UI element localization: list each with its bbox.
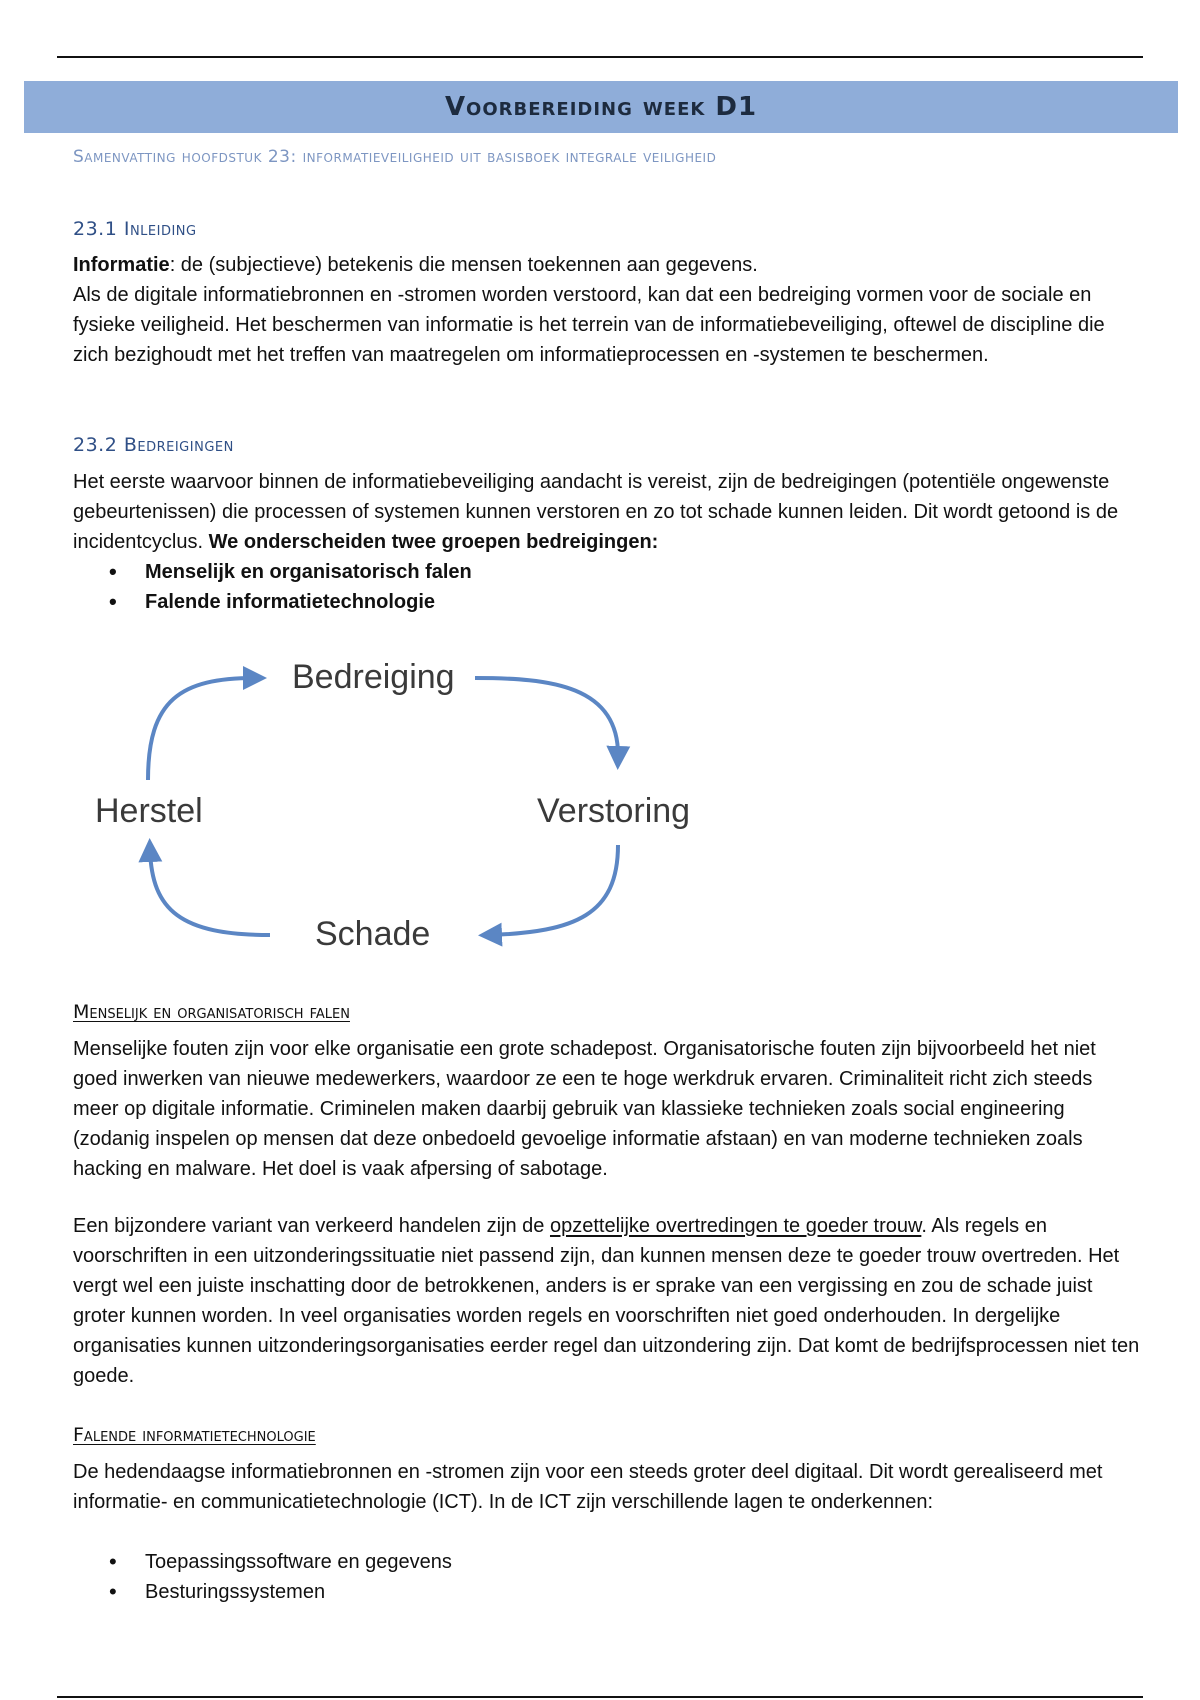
inleiding-body: Als de digitale informatiebronnen en -stromen worden verstoord, kan dat een bedreiging vormen voor de sociale en fysieke veiligheid. Het beschermen van informatie is het terrein van de informatiebeveiliging, oftewel de discipline die zich bezighoudt met het treffen van maatregelen om informatieprocessen en -systemen te beschermen. [73, 284, 1105, 366]
node-herstel: Herstel [95, 792, 203, 830]
document-title: Voorbereiding week D1 [444, 92, 758, 122]
top-rule [57, 56, 1143, 58]
arrow-schade-to-herstel [150, 850, 270, 935]
document-subtitle: Samenvatting hoofdstuk 23: informatieveiligheid uit basisboek integrale veiligheid [73, 147, 717, 167]
bedreigingen-list [73, 557, 472, 617]
paragraph-menselijk-falen-1: Menselijke fouten zijn voor elke organisatie een grote schadepost. Organisatorische fouten zijn bijvoorbeeld het niet goed inwerken van nieuwe medewerkers, waardoor ze een te hoge werkdruk ervaren. Criminaliteit richt zich steeds meer op digitale informatie. Criminelen maken daarbij gebruik van klassieke technieken zoals social engineering (zodanig inspelen op mensen dat deze onbedoeld gevoelige informatie afstaan) en van moderne technieken zoals hacking en malware. Het doel is vaak afpersing of sabotage. [73, 1038, 1096, 1180]
node-schade: Schade [315, 915, 431, 953]
list-item: • Besturingssystemen [145, 1577, 452, 1607]
heading-falende-ict: Falende informatietechnologie [73, 1424, 316, 1446]
arrow-bedreiging-to-verstoring [475, 678, 618, 758]
definition-informatie: : de (subjectieve) betekenis die mensen toekennen aan gegevens. [169, 254, 758, 276]
list-item: • Falende informatietechnologie [145, 587, 472, 617]
title-banner [24, 81, 1178, 133]
paragraph-bedreigingen [73, 467, 1143, 557]
arrow-verstoring-to-schade [490, 845, 618, 935]
paragraph-inleiding [73, 250, 1143, 370]
bedreigingen-body: Het eerste waarvoor binnen de informatiebeveiliging aandacht is vereist, zijn de bedreigingen (potentiële ongewenste gebeurtenissen) die processen of systemen kunnen verstoren en zo tot schade kunnen leiden. Dit wordt getoond is de incidentcyclus. [73, 471, 1119, 553]
list-item: • Menselijk en organisatorisch falen [145, 557, 472, 587]
node-verstoring: Verstoring [537, 792, 691, 830]
bedreigingen-bold: We onderscheiden twee groepen bedreigingen: [208, 531, 659, 553]
heading-23-1: 23.1 Inleiding [73, 218, 197, 240]
arrow-herstel-to-bedreiging [148, 678, 255, 780]
heading-23-2: 23.2 Bedreigingen [73, 434, 234, 456]
paragraph-menselijk-falen-2 [73, 1211, 1143, 1391]
paragraph-falende-ict: De hedendaagse informatiebronnen en -stromen zijn voor een steeds groter deel digitaal. Dit wordt gerealiseerd met informatie- en communicatietechnologie (ICT). In de ICT zijn verschillende lagen te onderkennen: [73, 1461, 1103, 1513]
node-bedreiging: Bedreiging [292, 658, 455, 696]
heading-menselijk-falen: Menselijk en organisatorisch falen [73, 1001, 350, 1023]
term-informatie: Informatie [73, 254, 170, 276]
underlined-term: opzettelijke overtredingen te goeder trouw [549, 1215, 922, 1237]
incident-cycle-diagram [80, 640, 720, 970]
bottom-rule [57, 1696, 1143, 1698]
para2-before: Een bijzondere variant van verkeerd handelen zijn de [73, 1215, 550, 1237]
ict-layers-list [73, 1547, 452, 1607]
list-item: • Toepassingssoftware en gegevens [145, 1547, 452, 1577]
para2-after: . Als regels en voorschriften in een uitzonderingssituatie niet passend zijn, dan kunnen mensen deze te goeder trouw overtreden. Het vergt wel een juiste inschatting door de betrokkenen, anders is er sprake van een vergissing en zou de schade juist groter kunnen worden. In veel organisaties worden regels en voorschriften niet goed onderhouden. In dergelijke organisaties kunnen uitzonderingsorganisaties eerder regel dan uitzondering zijn. Dat komt de bedrijfsprocessen niet ten goede. [73, 1215, 1140, 1387]
